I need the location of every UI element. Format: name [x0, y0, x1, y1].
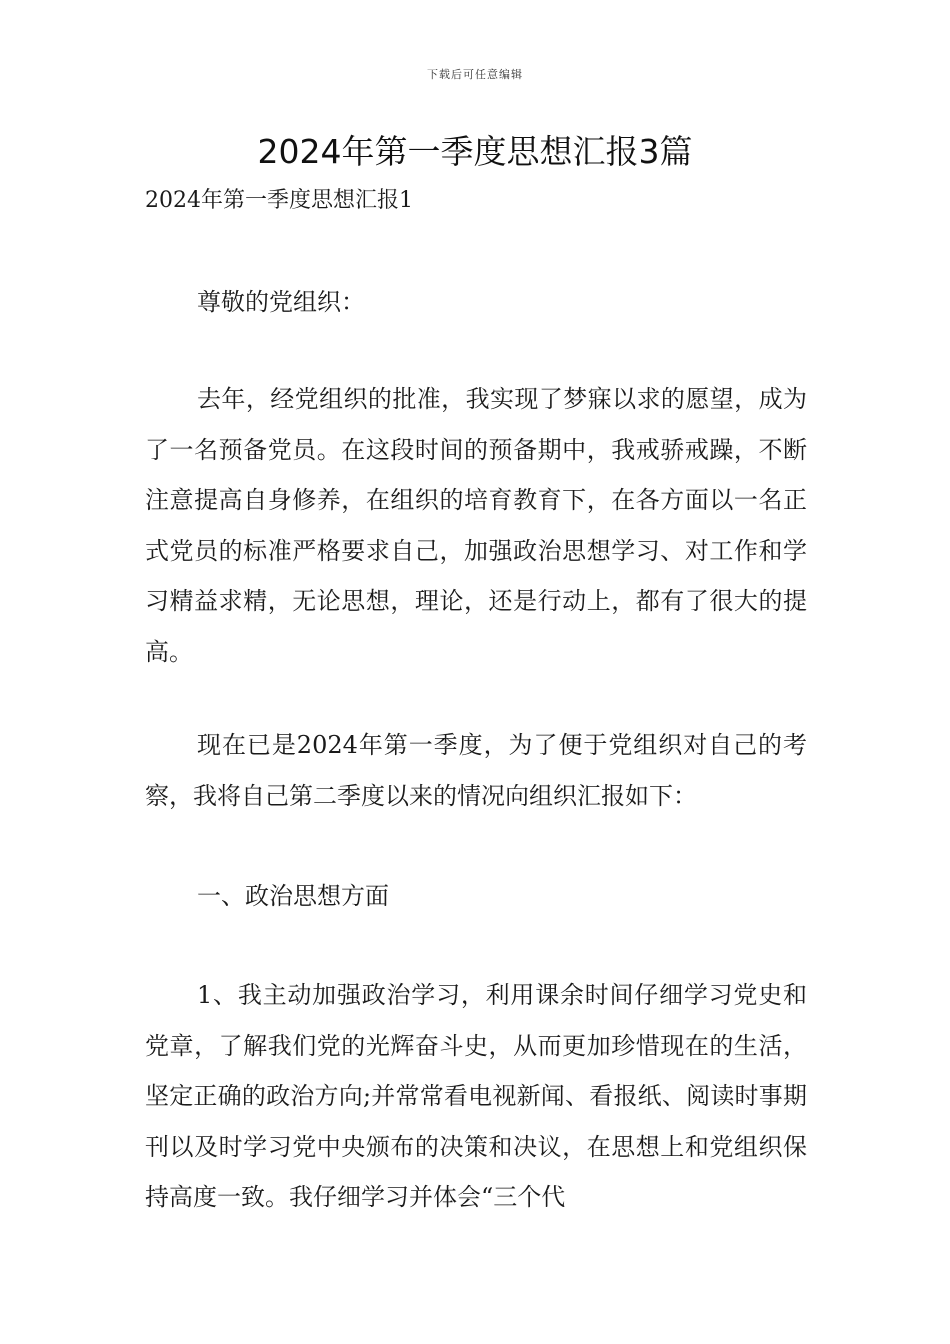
paragraph-1: 去年，经党组织的批准，我实现了梦寐以求的愿望，成为了一名预备党员。在这段时间的预备期中，我戒骄戒躁，不断注意提高自身修养，在组织的培育教育下，在各方面以一名正式党员的标准严格要求自己，加强政治思想学习、对工作和学习精益求精，无论思想，理论，还是行动上，都有了很大的提高。 — [145, 385, 807, 666]
section-heading: 一、政治思想方面 — [197, 882, 389, 910]
section-paragraph: 1、我主动加强政治学习，利用课余时间仔细学习党史和党章，了解我们党的光辉奋斗史，从而更加珍惜现在的生活，坚定正确的政治方向;并常常看电视新闻、看报纸、阅读时事期刊以及时学习党中央颁布的决策和决议，在思想上和党组织保持高度一致。我仔细学习并体会“三个代 — [145, 981, 807, 1211]
paragraph-block-2 — [145, 720, 807, 821]
header-note: 下载后可任意编辑 — [427, 68, 523, 81]
section-heading-block — [145, 871, 807, 922]
paragraph-2: 现在已是2024年第一季度，为了便于党组织对自己的考察，我将自己第二季度以来的情况向组织汇报如下： — [145, 731, 807, 810]
salutation: 尊敬的党组织： — [197, 288, 365, 316]
paragraph-block-1 — [145, 374, 807, 677]
salutation-block — [145, 277, 807, 328]
document-title: 2024年第一季度思想汇报3篇 — [257, 132, 693, 171]
document-subtitle: 2024年第一季度思想汇报1 — [145, 188, 413, 213]
section-paragraph-block — [145, 970, 807, 1223]
